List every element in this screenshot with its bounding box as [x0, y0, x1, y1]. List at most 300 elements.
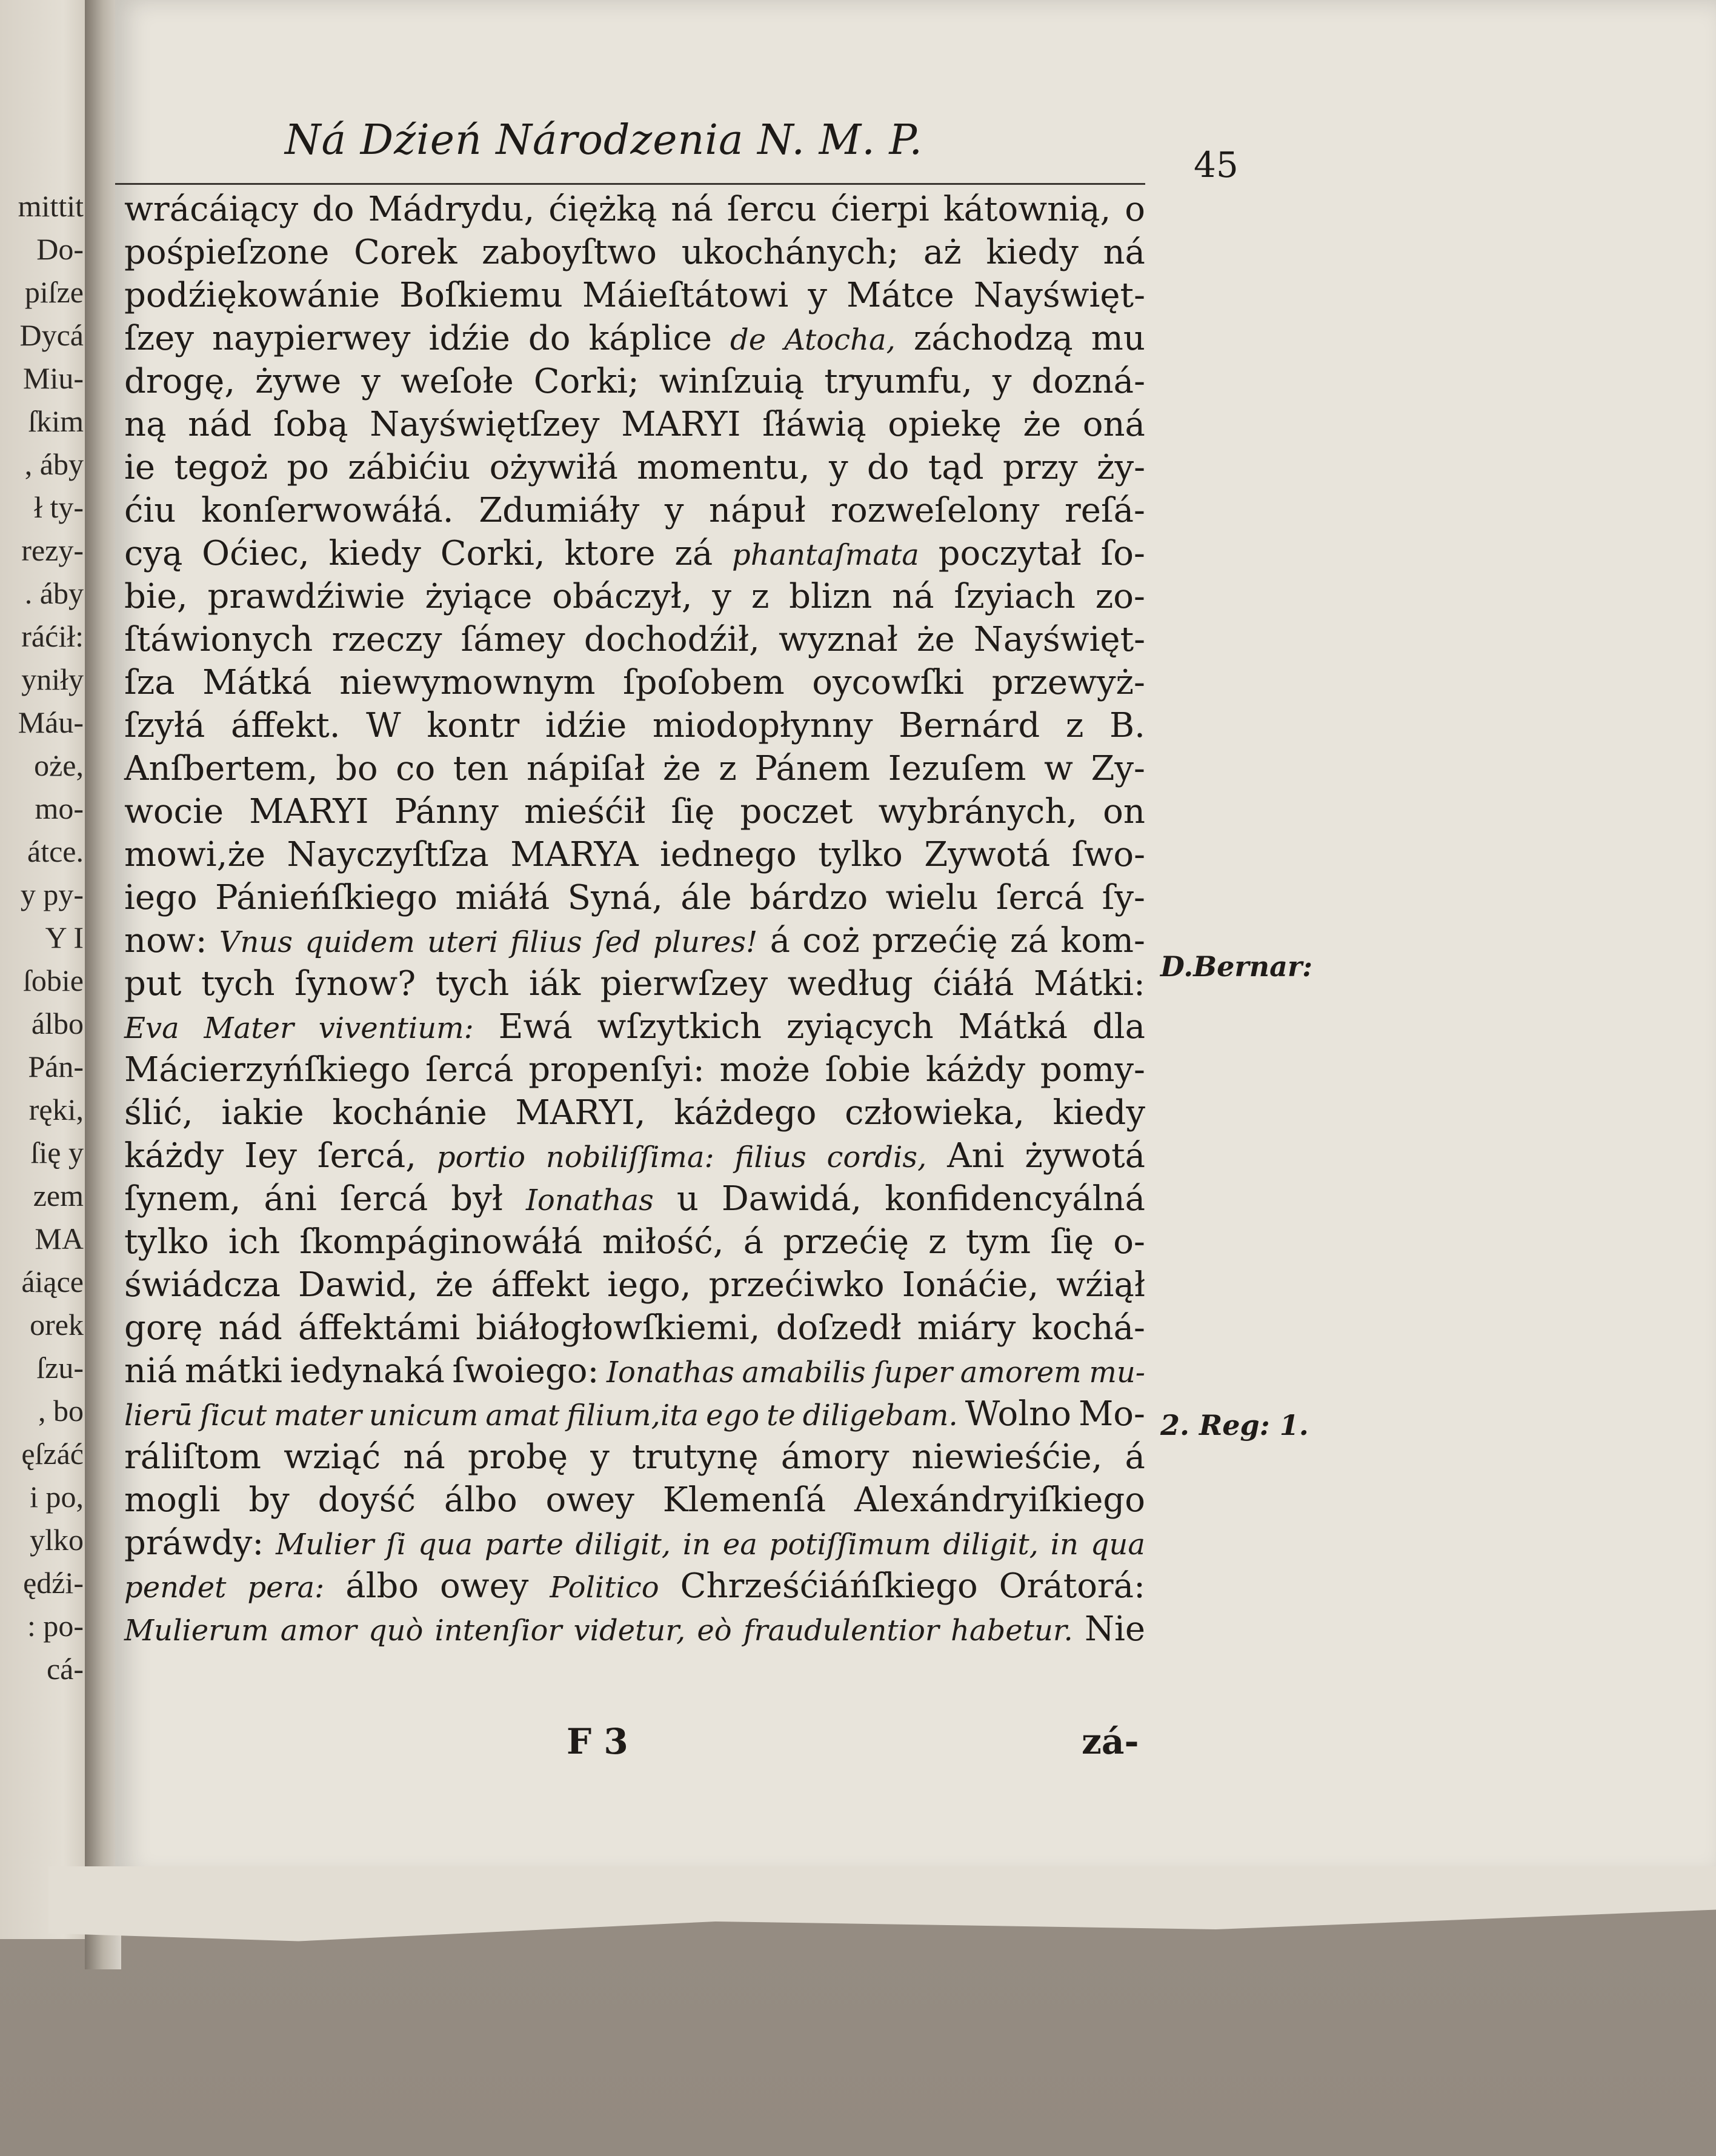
word: diligit,	[575, 1528, 671, 1562]
word: ále	[680, 878, 732, 917]
facing-page-fragment: ędźi-	[23, 1566, 84, 1600]
word: Mo-	[1078, 1394, 1145, 1434]
facing-page-fragment: oże,	[34, 748, 84, 782]
word: Nayświętſzey	[370, 405, 600, 444]
word: może	[719, 1050, 810, 1090]
word: żyiące	[425, 577, 533, 616]
word: á	[1125, 1437, 1145, 1477]
word: qua	[1090, 1528, 1145, 1562]
text-line	[124, 747, 1145, 790]
word: ich	[228, 1222, 281, 1262]
word: Mátká	[958, 1007, 1068, 1046]
word: by	[248, 1480, 290, 1520]
word: iák	[528, 964, 581, 1003]
text-line	[124, 833, 1145, 876]
word: iednego	[660, 835, 797, 874]
text-line	[124, 231, 1145, 274]
word: pera:	[247, 1571, 325, 1605]
text-line	[124, 1263, 1145, 1306]
word: ślić,	[124, 1093, 193, 1133]
word: niewymownym	[339, 663, 596, 702]
word: zo-	[1095, 577, 1145, 616]
word: Orátorá:	[999, 1566, 1145, 1606]
word: y	[361, 362, 381, 401]
word: ſo-	[1100, 534, 1145, 573]
word: biáłogłowſkiemi,	[476, 1308, 760, 1348]
word: tych	[201, 964, 275, 1003]
word: ſy-	[1102, 878, 1145, 917]
word: diligebam.	[802, 1399, 958, 1432]
word: z	[1065, 706, 1084, 745]
text-line	[124, 1091, 1145, 1134]
word: momentu,	[637, 448, 810, 487]
word: viventium:	[318, 1011, 474, 1045]
word: owey	[439, 1566, 529, 1606]
word: Corki,	[440, 534, 545, 573]
word: filius	[510, 925, 582, 959]
word: portio	[436, 1140, 525, 1174]
word: qua	[417, 1528, 473, 1562]
word: reſá-	[1065, 491, 1145, 530]
text-line	[124, 1479, 1145, 1522]
facing-page-fragment: mo-	[35, 791, 84, 825]
facing-page-fragment: áiące	[21, 1265, 84, 1299]
word: mogli	[124, 1480, 221, 1520]
word: ſię	[671, 792, 715, 831]
text-line	[124, 1220, 1145, 1263]
text-line	[124, 876, 1145, 919]
word: ſtáwionych	[124, 620, 313, 659]
word: Zywotá	[924, 835, 1051, 874]
facing-page-fragment: rezy-	[21, 533, 84, 567]
word: Nie	[1084, 1609, 1145, 1649]
word: Mulierum	[124, 1614, 269, 1648]
word: probę	[467, 1437, 568, 1477]
word: káplice	[588, 319, 712, 358]
text-line	[124, 618, 1145, 661]
word: kiedy	[1053, 1093, 1145, 1133]
word: doſzedł	[776, 1308, 902, 1348]
word: filius	[734, 1140, 806, 1174]
word: Dawid,	[298, 1265, 418, 1305]
word: cordis,	[826, 1140, 927, 1174]
word: iakie	[221, 1093, 304, 1133]
word: że	[1023, 405, 1062, 444]
word: y	[590, 1437, 610, 1477]
facing-page-fragment: ráćił:	[21, 619, 84, 653]
word: ukochánych;	[681, 233, 899, 272]
word: naypierwey	[212, 319, 411, 358]
word: Nayświęt-	[973, 620, 1145, 659]
word: Klemenſá	[662, 1480, 826, 1520]
word: kontr	[427, 706, 520, 745]
facing-page-fragment: y py-	[20, 877, 84, 911]
facing-page-fragment: yniły	[21, 662, 84, 696]
word: miłość,	[602, 1222, 724, 1262]
word: Corek	[354, 233, 457, 272]
word: ſynow?	[294, 964, 416, 1003]
word: eò	[697, 1614, 732, 1648]
word: owey	[545, 1480, 634, 1520]
facing-page-fragment: ęſzáć	[21, 1437, 84, 1471]
word: potiſſimum	[769, 1528, 931, 1562]
word: opiekę	[888, 405, 1002, 444]
word: quidem	[305, 925, 415, 959]
body-text	[124, 188, 1145, 1651]
word: ego	[706, 1399, 760, 1432]
facing-page-fragment: MA	[35, 1222, 84, 1256]
word: amabilis	[742, 1356, 866, 1389]
word: przewyż-	[991, 663, 1145, 702]
word: ſię	[1050, 1222, 1094, 1262]
word: tylko	[124, 1222, 209, 1262]
word: kom-	[1060, 921, 1145, 960]
word: podźiękowánie	[124, 276, 381, 315]
facing-page	[0, 0, 91, 1939]
word: ſzyiach	[954, 577, 1076, 616]
word: mater	[274, 1399, 362, 1432]
word: ży-	[1096, 448, 1145, 487]
facing-page-fragment: álbo	[31, 1006, 84, 1040]
word: mowi,że	[124, 835, 266, 874]
word: Ionathas	[607, 1356, 734, 1389]
word: kiedy	[328, 534, 421, 573]
word: miáry	[917, 1308, 1016, 1348]
word: fraudulentior	[743, 1614, 939, 1648]
word: lierū	[124, 1399, 193, 1432]
word: z	[928, 1222, 946, 1262]
word: trutynę	[631, 1437, 759, 1477]
word: ćiáłá	[933, 964, 1014, 1003]
word: ſynem,	[124, 1179, 241, 1219]
word: y	[828, 448, 848, 487]
running-head: Ná Dźień Národzenia N. M. P.	[285, 116, 923, 164]
word: przy	[1002, 448, 1078, 487]
word: Máieſtátowi	[582, 276, 789, 315]
word: kochánie	[332, 1093, 487, 1133]
text-line	[124, 1349, 1145, 1392]
word: iego,	[607, 1265, 691, 1305]
word: ſercu	[727, 190, 817, 229]
word: filium,ita	[567, 1399, 699, 1432]
word: diligit,	[943, 1528, 1039, 1562]
word: mieśćił	[524, 792, 646, 831]
word: y	[992, 362, 1012, 401]
facing-page-fragment: piſze	[24, 275, 84, 309]
word: miáłá	[455, 878, 550, 917]
word: winſzuią	[659, 362, 805, 401]
facing-page-fragment: : po-	[27, 1609, 84, 1643]
word: zá	[674, 534, 713, 573]
word: y	[712, 577, 732, 616]
signature-mark: F 3	[567, 1721, 628, 1762]
word: idźie	[428, 319, 510, 358]
word: wocie	[124, 792, 224, 831]
word: quò	[368, 1614, 424, 1648]
word: ámory	[780, 1437, 890, 1477]
word: Politico	[550, 1571, 659, 1605]
facing-page-fragment: Miu-	[23, 361, 84, 395]
word: ćiu	[124, 491, 176, 530]
word: zaboyſtwo	[482, 233, 657, 272]
word: że	[663, 749, 701, 788]
word: ten	[453, 749, 509, 788]
word: Chrześćiáńſkiego	[680, 1566, 978, 1606]
word: żywe	[255, 362, 342, 401]
word: wybránych,	[878, 792, 1078, 831]
word: Oćiec,	[202, 534, 310, 573]
word: iego	[124, 878, 198, 917]
word: Ani	[947, 1136, 1005, 1176]
word: dozná-	[1031, 362, 1145, 401]
text-line	[124, 489, 1145, 532]
word: káżdy	[925, 1050, 1026, 1090]
word: pośpieſzone	[124, 233, 330, 272]
word: że	[435, 1265, 474, 1305]
word: kiedy	[986, 233, 1079, 272]
word: káżdego	[674, 1093, 817, 1133]
word: dla	[1092, 1007, 1145, 1046]
word: o-	[1113, 1222, 1145, 1262]
word: Vnus	[219, 925, 293, 959]
word: káżdy	[124, 1136, 224, 1176]
text-line	[124, 919, 1145, 962]
text-line	[124, 1048, 1145, 1091]
word: Mátká	[202, 663, 312, 702]
word: Pánieńſkiego	[215, 878, 437, 917]
facing-page-fragment: ſkim	[28, 404, 84, 438]
word: tym	[965, 1222, 1031, 1262]
word: ráliſtom	[124, 1437, 262, 1477]
text-line	[124, 661, 1145, 704]
word: wziąć	[284, 1437, 381, 1477]
word: Anſbertem,	[124, 749, 318, 788]
word: amat	[485, 1399, 560, 1432]
word: poczytał	[938, 534, 1082, 573]
word: z	[751, 577, 770, 616]
word: Boſkiemu	[399, 276, 563, 315]
facing-page-fragment: ł ty-	[34, 490, 84, 524]
word: Nayświęt-	[973, 276, 1145, 315]
word: tryumfu,	[824, 362, 973, 401]
facing-page-fragment: . áby	[24, 576, 84, 610]
word: Dawidá,	[721, 1179, 862, 1219]
facing-page-fragment: zem	[33, 1179, 84, 1213]
facing-page-fragment: mittit	[18, 189, 84, 223]
word: nápuł	[709, 491, 806, 530]
word: á	[743, 1222, 764, 1262]
word: ną	[124, 405, 167, 444]
page-number: 45	[1194, 144, 1239, 185]
word: álbo	[444, 1480, 517, 1520]
word: Atocha,	[784, 323, 896, 357]
word: wźiął	[1056, 1265, 1145, 1305]
word: in	[1050, 1528, 1079, 1562]
facing-page-fragment: Pán-	[28, 1050, 84, 1083]
word: mu	[1091, 319, 1145, 358]
word: weſołe	[400, 362, 514, 401]
word: według	[787, 964, 913, 1003]
word: ſercá	[996, 878, 1085, 917]
word: kochá-	[1031, 1308, 1145, 1348]
word: obáczył,	[552, 577, 693, 616]
word: rozweſelony	[831, 491, 1040, 530]
word: kátownią,	[943, 190, 1111, 229]
text-line	[124, 1522, 1145, 1565]
marginal-note: D.Bernar:	[1160, 950, 1313, 983]
word: plures!	[653, 925, 758, 959]
word: Corki;	[533, 362, 639, 401]
word: nobiliſſima:	[545, 1140, 714, 1174]
word: zyiących	[786, 1007, 934, 1046]
word: konfidencyálná	[885, 1179, 1145, 1219]
word: áffektámi	[298, 1308, 461, 1348]
word: ſi	[385, 1528, 407, 1562]
word: intenſior	[434, 1614, 562, 1648]
word: aż	[923, 233, 962, 272]
text-line	[124, 1565, 1145, 1608]
word: mu-	[1089, 1356, 1145, 1389]
facing-page-fragment: i po,	[30, 1480, 84, 1514]
word: Zy-	[1091, 749, 1145, 788]
word: now:	[124, 921, 207, 960]
word: ſobą	[273, 405, 348, 444]
word: ſzey	[124, 319, 195, 358]
word: ſwo-	[1071, 835, 1145, 874]
text-line	[124, 1392, 1145, 1436]
word: tąd	[928, 448, 984, 487]
word: MARYI,	[515, 1093, 646, 1133]
word: á	[770, 921, 790, 960]
text-line	[124, 317, 1145, 360]
word: przećiwko	[708, 1265, 885, 1305]
word: áffekt.	[231, 706, 341, 745]
word: áffekt	[491, 1265, 590, 1305]
catchword: zá-	[1082, 1721, 1139, 1762]
facing-page-fragment: Do-	[36, 232, 84, 266]
word: konſerwowáłá.	[201, 491, 454, 530]
word: ſpoſobem	[622, 663, 785, 702]
facing-page-fragment: ſzu-	[36, 1351, 84, 1385]
word: uteri	[427, 925, 499, 959]
text-line	[124, 704, 1145, 747]
word: Iey	[244, 1136, 298, 1176]
word: bo	[336, 749, 378, 788]
word: ea	[722, 1528, 757, 1562]
word: bárdzo	[750, 878, 868, 917]
word: práwdy:	[124, 1523, 264, 1563]
word: habetur.	[951, 1614, 1073, 1648]
word: Ionáćie,	[902, 1265, 1039, 1305]
facing-page-fragment: , bo	[38, 1394, 84, 1428]
word: ſza	[124, 663, 175, 702]
word: W	[366, 706, 401, 745]
word: był	[451, 1179, 503, 1219]
word: co	[396, 749, 436, 788]
word: ſed	[594, 925, 641, 959]
word: wſzytkich	[597, 1007, 762, 1046]
word: záchodzą	[913, 319, 1073, 358]
text-line	[124, 274, 1145, 317]
word: propenſyi:	[528, 1050, 705, 1090]
word: amorem	[960, 1356, 1082, 1389]
word: Zdumiáły	[479, 491, 640, 530]
word: Eva	[124, 1011, 179, 1045]
word: przećię	[783, 1222, 909, 1262]
word: poczet	[740, 792, 853, 831]
facing-page-fragment: Dycá	[19, 318, 84, 352]
text-line	[124, 403, 1145, 446]
facing-page-fragment: , áby	[24, 447, 84, 481]
word: de	[730, 323, 767, 357]
word: ktore	[564, 534, 656, 573]
text-line	[124, 360, 1145, 403]
word: MARYI	[621, 405, 741, 444]
word: Mádrydu,	[368, 190, 535, 229]
word: wyznał	[779, 620, 898, 659]
word: y	[664, 491, 684, 530]
word: tegoż	[174, 448, 268, 487]
facing-page-fragment: ſobie	[23, 963, 84, 997]
word: MARYA	[510, 835, 639, 874]
word: ćiężką	[548, 190, 657, 229]
word: do	[312, 190, 354, 229]
word: mátki	[185, 1351, 282, 1391]
word: wielu	[885, 878, 979, 917]
word: y	[808, 276, 828, 315]
word: ſuper	[873, 1356, 953, 1389]
word: do	[528, 319, 571, 358]
word: ćierpi	[830, 190, 930, 229]
word: pendet	[124, 1571, 227, 1605]
word: Mácierzyńſkiego	[124, 1050, 411, 1090]
word: amor	[280, 1614, 357, 1648]
word: oná	[1082, 405, 1145, 444]
word: ſłáwią	[762, 405, 866, 444]
word: parte	[484, 1528, 564, 1562]
word: B.	[1109, 706, 1145, 745]
word: tych	[435, 964, 510, 1003]
word: rzeczy	[331, 620, 442, 659]
word: wrácáiący	[124, 190, 299, 229]
marginal-note: 2. Reg: 1.	[1160, 1409, 1309, 1442]
word: Syná,	[567, 878, 663, 917]
word: niewieśćie,	[911, 1437, 1103, 1477]
word: prawdźiwie	[207, 577, 405, 616]
word: phantaſmata	[731, 538, 919, 572]
word: ożywiłá	[489, 448, 618, 487]
text-line	[124, 1436, 1145, 1479]
word: miodopłynny	[652, 706, 873, 745]
word: zábićiu	[348, 448, 471, 487]
facing-page-fragment: ſię y	[30, 1136, 84, 1169]
word: bie,	[124, 577, 188, 616]
word: ſkompáginowáłá	[299, 1222, 583, 1262]
word: álbo	[345, 1566, 419, 1606]
word: po	[287, 448, 329, 487]
word: Wolno	[965, 1394, 1071, 1434]
text-line	[124, 1608, 1145, 1651]
text-line	[124, 1005, 1145, 1048]
word: z	[719, 749, 737, 788]
word: in	[682, 1528, 711, 1562]
word: Iezuſem	[888, 749, 1026, 788]
word: cyą	[124, 534, 183, 573]
word: Mulier	[276, 1528, 374, 1562]
word: doyść	[318, 1480, 416, 1520]
facing-page-fragment: cá-	[46, 1652, 84, 1686]
word: drogę,	[124, 362, 236, 401]
